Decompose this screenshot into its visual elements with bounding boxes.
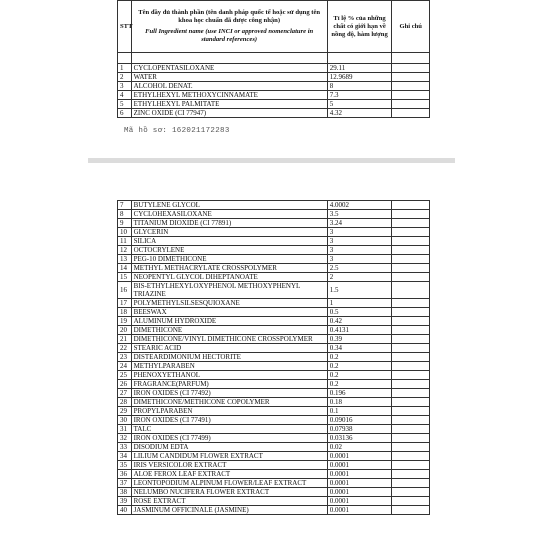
ingredient-percentage: 0.18 — [327, 398, 392, 407]
ingredient-name: BEESWAX — [131, 308, 327, 317]
ingredient-name: DISTEARDIMONIUM HECTORITE — [131, 353, 327, 362]
ingredient-row — [118, 255, 430, 264]
ingredient-note — [392, 299, 430, 308]
ingredient-stt: 39 — [118, 497, 132, 506]
ingredient-stt: 29 — [118, 407, 132, 416]
ingredient-note — [392, 228, 430, 237]
ingredient-percentage: 7.3 — [327, 91, 392, 100]
ingredient-percentage: 5 — [327, 100, 392, 109]
ingredient-note — [392, 255, 430, 264]
ingredient-row — [118, 73, 430, 82]
ingredient-stt: 7 — [118, 201, 132, 210]
ingredient-percentage: 0.02 — [327, 443, 392, 452]
ingredient-stt: 25 — [118, 371, 132, 380]
ingredient-percentage: 8 — [327, 82, 392, 91]
ingredient-note — [392, 264, 430, 273]
ingredient-stt: 40 — [118, 506, 132, 515]
ingredient-row — [118, 326, 430, 335]
ingredient-percentage: 0.2 — [327, 371, 392, 380]
ingredient-percentage: 0.0001 — [327, 461, 392, 470]
ingredient-stt: 28 — [118, 398, 132, 407]
ingredient-row — [118, 470, 430, 479]
ingredient-table-continued — [117, 200, 430, 515]
ingredient-note — [392, 73, 430, 82]
ingredient-row — [118, 264, 430, 273]
ingredient-row — [118, 210, 430, 219]
ingredient-row — [118, 64, 430, 73]
ingredient-percentage: 12.9689 — [327, 73, 392, 82]
ingredient-name: METHYLPARABEN — [131, 362, 327, 371]
ingredient-percentage: 0.09016 — [327, 416, 392, 425]
ingredient-name: TITANIUM DIOXIDE (CI 77891) — [131, 219, 327, 228]
ingredient-note — [392, 237, 430, 246]
ingredient-percentage: 3.24 — [327, 219, 392, 228]
ingredient-percentage: 1.5 — [327, 282, 392, 299]
ingredient-stt: 9 — [118, 219, 132, 228]
ingredient-note — [392, 497, 430, 506]
ingredient-row — [118, 246, 430, 255]
ingredient-stt: 35 — [118, 461, 132, 470]
ingredient-stt: 13 — [118, 255, 132, 264]
ingredient-note — [392, 425, 430, 434]
ingredient-stt: 26 — [118, 380, 132, 389]
ingredient-stt: 4 — [118, 91, 132, 100]
ingredient-stt: 21 — [118, 335, 132, 344]
ingredient-note — [392, 82, 430, 91]
ingredient-name: STEARIC ACID — [131, 344, 327, 353]
ingredient-stt: 17 — [118, 299, 132, 308]
ingredient-name: DIMETHICONE — [131, 326, 327, 335]
ingredient-name: DIMETHICONE/METHICONE COPOLYMER — [131, 398, 327, 407]
ingredient-stt: 8 — [118, 210, 132, 219]
ingredient-stt: 11 — [118, 237, 132, 246]
record-code: Mã hồ sơ: 162021172283 — [124, 127, 230, 135]
ingredient-name: NELUMBO NUCIFERA FLOWER EXTRACT — [131, 488, 327, 497]
header-stt: STT — [118, 1, 132, 53]
ingredient-name: ROSE EXTRACT — [131, 497, 327, 506]
ingredient-row — [118, 228, 430, 237]
ingredient-stt: 33 — [118, 443, 132, 452]
page-divider — [88, 158, 455, 163]
ingredient-percentage: 0.2 — [327, 362, 392, 371]
ingredient-percentage: 0.4131 — [327, 326, 392, 335]
ingredient-note — [392, 317, 430, 326]
header-percentage: Tỉ lệ % của những chất có giới hạn về nồng độ, hàm lượng — [327, 1, 392, 53]
ingredient-note — [392, 219, 430, 228]
ingredient-stt: 36 — [118, 470, 132, 479]
ingredient-stt: 37 — [118, 479, 132, 488]
header-name-vi: Tên đầy đủ thành phần (tên danh pháp quốc tế hoặc sử dụng tên khoa học chuẩn đã được công nhận) — [138, 9, 321, 24]
ingredient-row — [118, 389, 430, 398]
ingredient-name: CYCLOPENTASILOXANE — [131, 64, 327, 73]
ingredient-stt: 18 — [118, 308, 132, 317]
table-header-row — [118, 1, 430, 53]
ingredient-note — [392, 362, 430, 371]
ingredient-row — [118, 100, 430, 109]
ingredient-stt: 24 — [118, 362, 132, 371]
ingredient-note — [392, 308, 430, 317]
ingredient-percentage: 0.0001 — [327, 470, 392, 479]
ingredient-row — [118, 82, 430, 91]
ingredient-note — [392, 479, 430, 488]
ingredient-row — [118, 344, 430, 353]
ingredient-row — [118, 425, 430, 434]
ingredient-percentage: 2 — [327, 273, 392, 282]
ingredient-name: IRON OXIDES (CI 77492) — [131, 389, 327, 398]
ingredient-note — [392, 326, 430, 335]
ingredient-name: PROPYLPARABEN — [131, 407, 327, 416]
ingredient-row — [118, 353, 430, 362]
ingredient-row — [118, 398, 430, 407]
ingredient-stt: 16 — [118, 282, 132, 299]
ingredient-stt: 31 — [118, 425, 132, 434]
ingredient-note — [392, 488, 430, 497]
ingredient-name: SILICA — [131, 237, 327, 246]
ingredient-name: ALCOHOL DENAT. — [131, 82, 327, 91]
ingredient-row — [118, 335, 430, 344]
ingredient-row — [118, 219, 430, 228]
ingredient-row — [118, 371, 430, 380]
ingredient-percentage: 3 — [327, 246, 392, 255]
ingredient-row — [118, 308, 430, 317]
ingredient-row — [118, 416, 430, 425]
ingredient-row — [118, 91, 430, 100]
ingredient-name: LEONTOPODIUM ALPINUM FLOWER/LEAF EXTRACT — [131, 479, 327, 488]
ingredient-percentage: 0.03136 — [327, 434, 392, 443]
ingredient-note — [392, 416, 430, 425]
ingredient-stt: 20 — [118, 326, 132, 335]
ingredient-note — [392, 470, 430, 479]
ingredient-stt: 3 — [118, 82, 132, 91]
ingredient-row — [118, 299, 430, 308]
ingredient-name: DIMETHICONE/VINYL DIMETHICONE CROSSPOLYMER — [131, 335, 327, 344]
ingredient-percentage: 3.5 — [327, 210, 392, 219]
ingredient-row — [118, 434, 430, 443]
ingredient-percentage: 29.11 — [327, 64, 392, 73]
ingredient-percentage: 0.1 — [327, 407, 392, 416]
ingredient-percentage: 3 — [327, 228, 392, 237]
ingredient-name: NEOPENTYL GLYCOL DIHEPTANOATE — [131, 273, 327, 282]
ingredient-percentage: 0.0001 — [327, 479, 392, 488]
ingredient-table-header-part — [117, 0, 430, 118]
header-note: Ghi chú — [392, 1, 430, 53]
ingredient-percentage: 0.07938 — [327, 425, 392, 434]
ingredient-name: ZINC OXIDE (CI 77947) — [131, 109, 327, 118]
ingredient-name: LILIUM CANDIDUM FLOWER EXTRACT — [131, 452, 327, 461]
ingredient-percentage: 0.42 — [327, 317, 392, 326]
header-name-en: Full Ingredient name (use INCI or approved nomenclature in standard references) — [145, 28, 314, 43]
ingredient-stt: 2 — [118, 73, 132, 82]
ingredient-note — [392, 246, 430, 255]
ingredient-stt: 23 — [118, 353, 132, 362]
ingredient-note — [392, 452, 430, 461]
ingredient-name: PEG-10 DIMETHICONE — [131, 255, 327, 264]
ingredient-stt: 34 — [118, 452, 132, 461]
ingredient-note — [392, 91, 430, 100]
ingredient-note — [392, 506, 430, 515]
ingredient-percentage: 3 — [327, 237, 392, 246]
ingredient-name: ALOE FEROX LEAF EXTRACT — [131, 470, 327, 479]
ingredient-note — [392, 380, 430, 389]
ingredient-row — [118, 407, 430, 416]
ingredient-note — [392, 335, 430, 344]
ingredient-name: CYCLOHEXASILOXANE — [131, 210, 327, 219]
ingredient-note — [392, 201, 430, 210]
ingredient-stt: 14 — [118, 264, 132, 273]
ingredient-percentage: 3 — [327, 255, 392, 264]
ingredient-note — [392, 353, 430, 362]
ingredient-note — [392, 407, 430, 416]
ingredient-row — [118, 443, 430, 452]
ingredient-row — [118, 488, 430, 497]
ingredient-row — [118, 273, 430, 282]
ingredient-name: DISODIUM EDTA — [131, 443, 327, 452]
ingredient-name: BUTYLENE GLYCOL — [131, 201, 327, 210]
ingredient-percentage: 0.0001 — [327, 488, 392, 497]
ingredient-name: GLYCERIN — [131, 228, 327, 237]
ingredient-row — [118, 317, 430, 326]
ingredient-stt: 15 — [118, 273, 132, 282]
ingredient-percentage: 1 — [327, 299, 392, 308]
ingredient-percentage: 0.196 — [327, 389, 392, 398]
ingredient-note — [392, 282, 430, 299]
ingredient-note — [392, 210, 430, 219]
ingredient-name: ALUMINUM HYDROXIDE — [131, 317, 327, 326]
ingredient-stt: 12 — [118, 246, 132, 255]
ingredient-row — [118, 109, 430, 118]
ingredient-percentage: 0.0001 — [327, 506, 392, 515]
ingredient-name: PHENOXYETHANOL — [131, 371, 327, 380]
ingredient-percentage: 0.0001 — [327, 452, 392, 461]
ingredient-stt: 30 — [118, 416, 132, 425]
ingredient-name: ETHYLHEXYL METHOXYCINNAMATE — [131, 91, 327, 100]
ingredient-name: METHYL METHACRYLATE CROSSPOLYMER — [131, 264, 327, 273]
ingredient-note — [392, 100, 430, 109]
ingredient-row — [118, 452, 430, 461]
ingredient-percentage: 4.0002 — [327, 201, 392, 210]
header-name — [131, 1, 327, 53]
ingredient-percentage: 0.39 — [327, 335, 392, 344]
ingredient-name: ETHYLHEXYL PALMITATE — [131, 100, 327, 109]
ingredient-name: IRON OXIDES (CI 77499) — [131, 434, 327, 443]
ingredient-note — [392, 273, 430, 282]
ingredient-name: JASMINUM OFFICINALE (JASMINE) — [131, 506, 327, 515]
empty-row — [118, 53, 430, 64]
ingredient-row — [118, 362, 430, 371]
ingredient-stt: 27 — [118, 389, 132, 398]
ingredient-note — [392, 398, 430, 407]
ingredient-percentage: 0.0001 — [327, 497, 392, 506]
ingredient-stt: 22 — [118, 344, 132, 353]
ingredient-note — [392, 389, 430, 398]
ingredient-name: BIS-ETHYLHEXYLOXYPHENOL METHOXYPHENYL TRIAZINE — [131, 282, 327, 299]
ingredient-stt: 6 — [118, 109, 132, 118]
ingredient-name: POLYMETHYLSILSESQUIOXANE — [131, 299, 327, 308]
ingredient-percentage: 0.2 — [327, 380, 392, 389]
ingredient-name: IRON OXIDES (CI 77491) — [131, 416, 327, 425]
ingredient-row — [118, 506, 430, 515]
ingredient-percentage: 0.2 — [327, 353, 392, 362]
ingredient-percentage: 2.5 — [327, 264, 392, 273]
ingredient-row — [118, 237, 430, 246]
ingredient-percentage: 4.32 — [327, 109, 392, 118]
ingredient-row — [118, 479, 430, 488]
ingredient-percentage: 0.5 — [327, 308, 392, 317]
ingredient-name: TALC — [131, 425, 327, 434]
ingredient-name: FRAGRANCE(PARFUM) — [131, 380, 327, 389]
ingredient-note — [392, 443, 430, 452]
ingredient-name: IRIS VERSICOLOR EXTRACT — [131, 461, 327, 470]
ingredient-percentage: 0.34 — [327, 344, 392, 353]
ingredient-row — [118, 380, 430, 389]
ingredient-note — [392, 109, 430, 118]
ingredient-row — [118, 201, 430, 210]
ingredient-stt: 19 — [118, 317, 132, 326]
ingredient-stt: 5 — [118, 100, 132, 109]
ingredient-row — [118, 282, 430, 299]
ingredient-name: OCTOCRYLENE — [131, 246, 327, 255]
ingredient-stt: 32 — [118, 434, 132, 443]
ingredient-stt: 1 — [118, 64, 132, 73]
ingredient-note — [392, 64, 430, 73]
ingredient-row — [118, 497, 430, 506]
ingredient-note — [392, 461, 430, 470]
ingredient-row — [118, 461, 430, 470]
ingredient-name: WATER — [131, 73, 327, 82]
ingredient-note — [392, 371, 430, 380]
ingredient-note — [392, 344, 430, 353]
ingredient-stt: 10 — [118, 228, 132, 237]
ingredient-stt: 38 — [118, 488, 132, 497]
ingredient-note — [392, 434, 430, 443]
